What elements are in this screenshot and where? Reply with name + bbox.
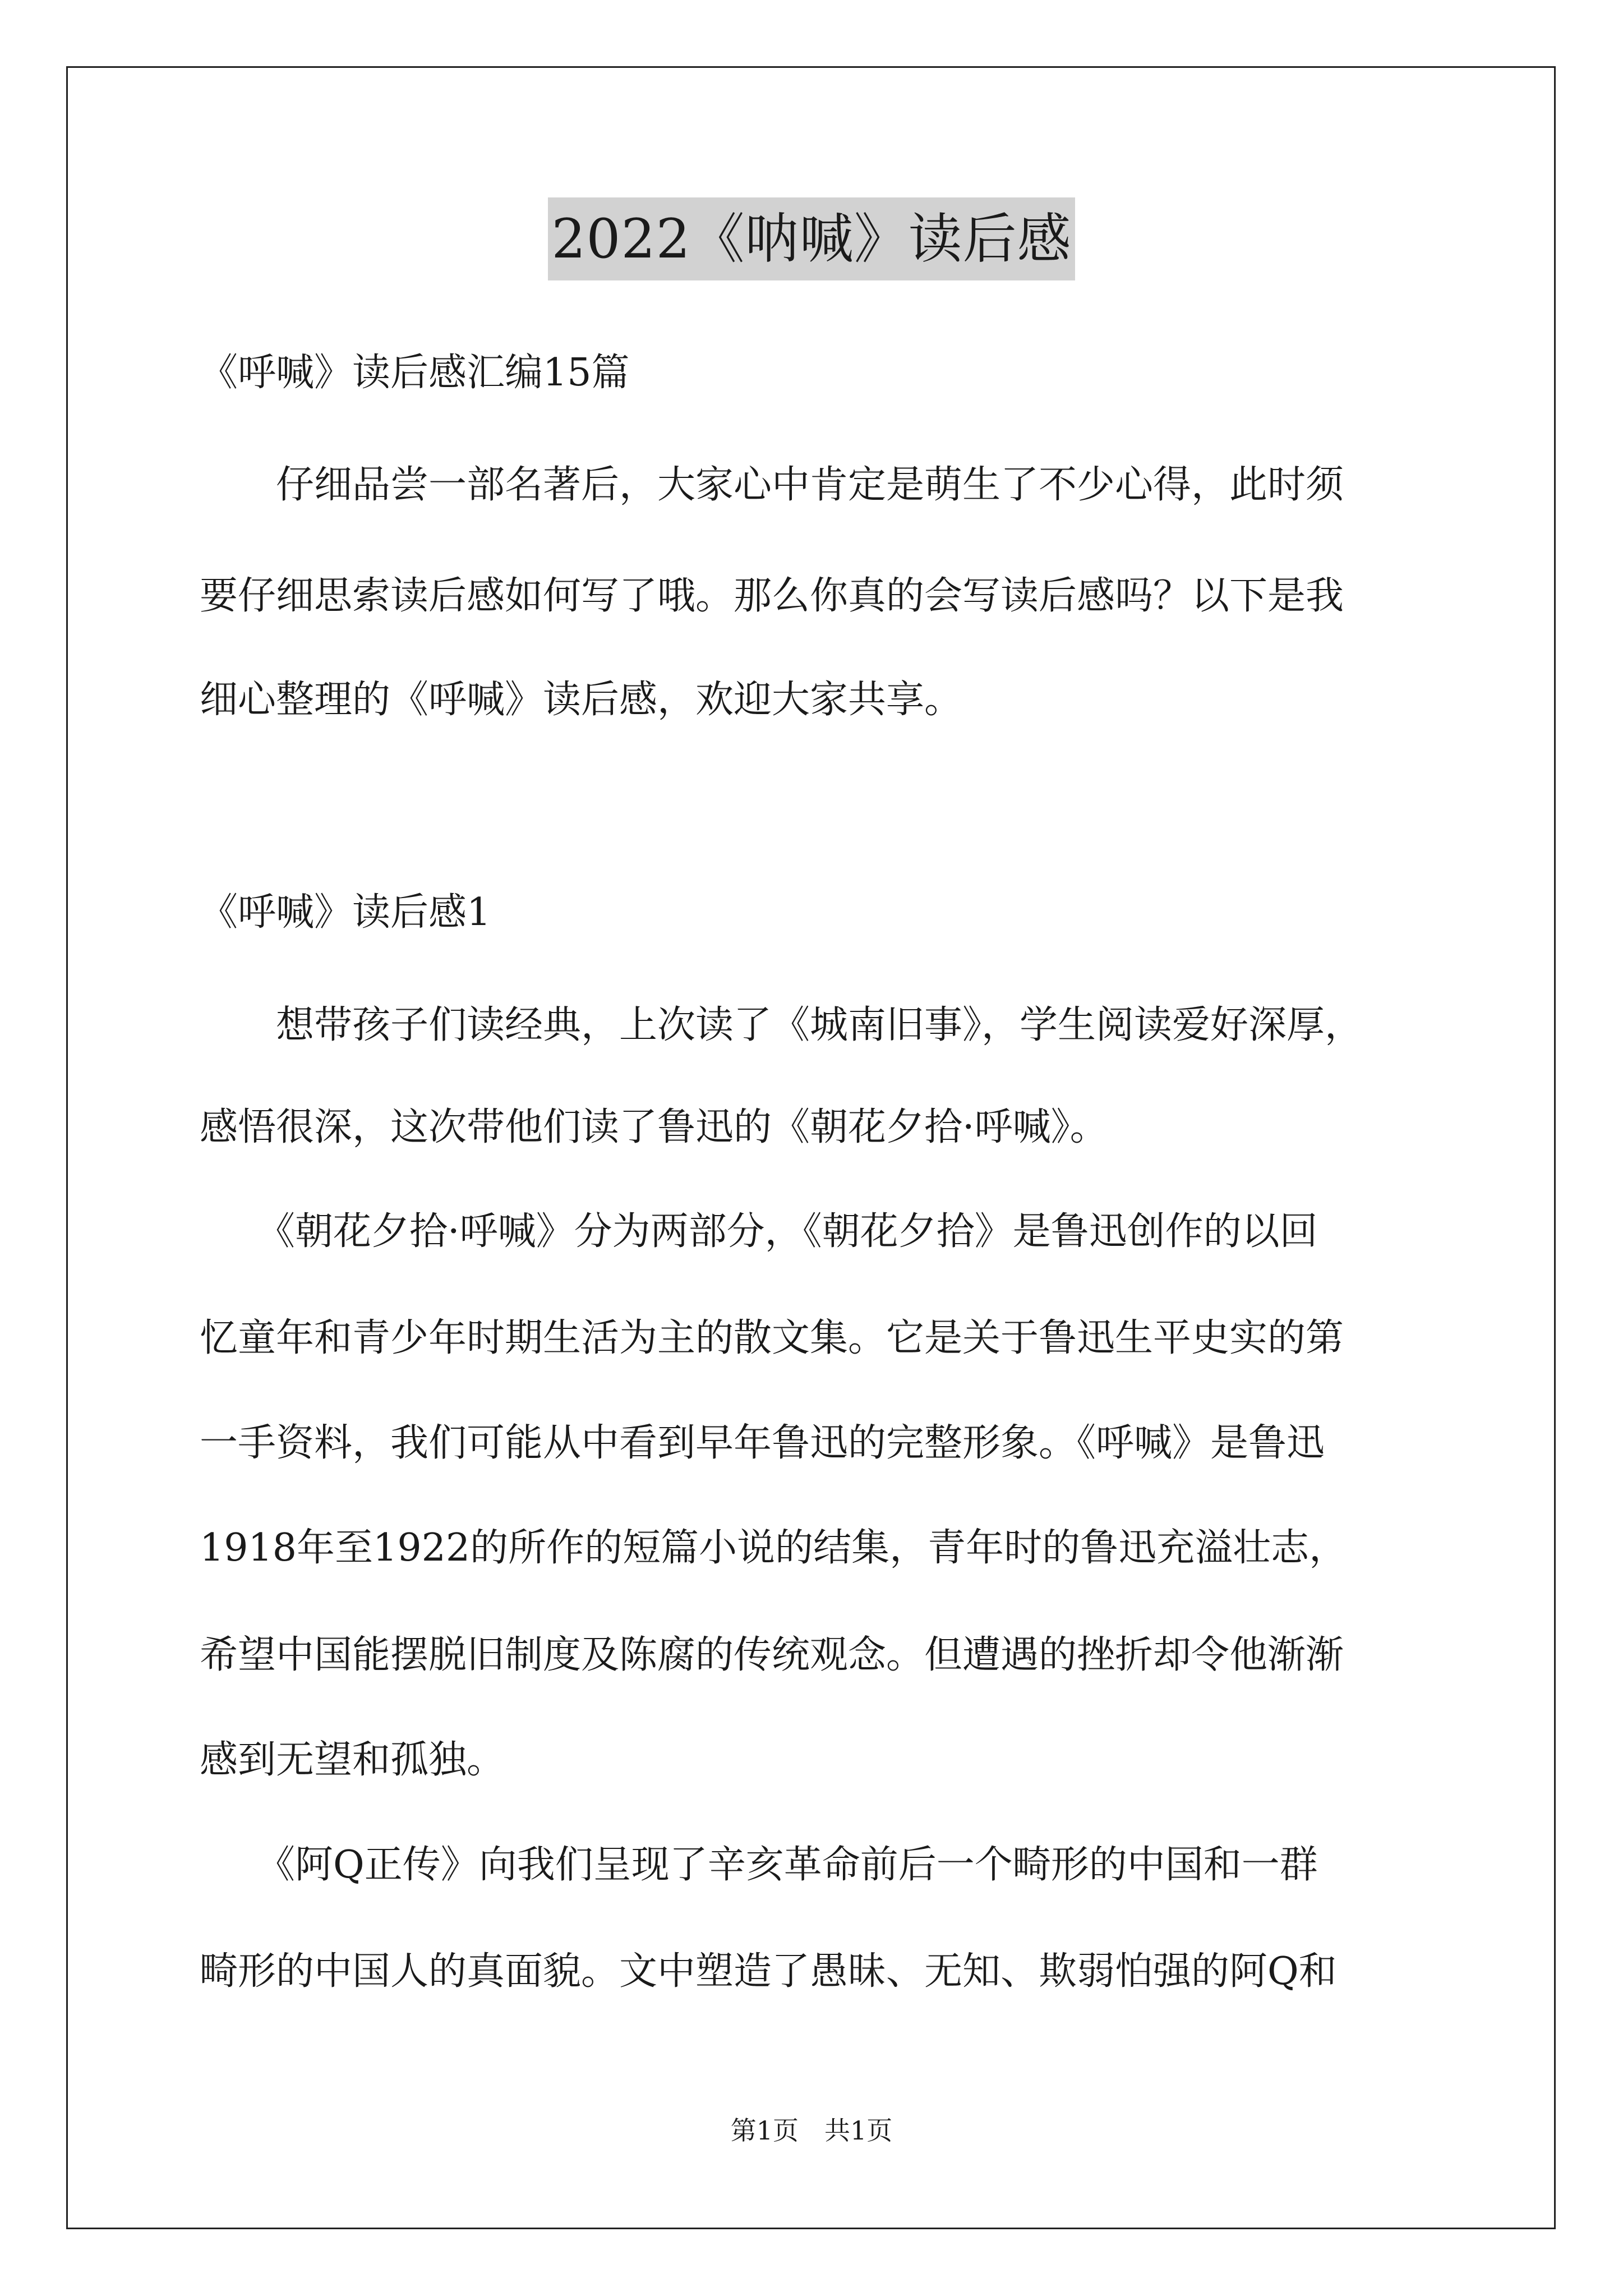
title-wrapper: [0, 197, 1623, 280]
text-line: 《阿Q正传》向我们呈现了辛亥革命前后一个畸形的中国和一群: [200, 1843, 1318, 1887]
text-line: 畸形的中国人的真面貌。文中塑造了愚昧、无知、欺弱怕强的阿Q和: [200, 1949, 1337, 1994]
text-line: 1918年至1922的所作的短篇小说的结集，青年时的鲁迅充溢壮志，: [200, 1526, 1348, 1570]
text-line: 一手资料，我们可能从中看到早年鲁迅的完整形象。《呼喊》是鲁迅: [200, 1421, 1325, 1465]
page-footer: 第1页 共1页: [730, 2115, 893, 2146]
text-line: 忆童年和青少年时期生活为主的散文集。它是关于鲁迅生平史实的第: [200, 1316, 1344, 1360]
document-title: 2022《呐喊》读后感: [548, 197, 1075, 280]
text-line: 仔细品尝一部名著后，大家心中肯定是萌生了不少心得，此时须: [200, 463, 1344, 507]
text-line: 希望中国能摆脱旧制度及陈腐的传统观念。但遭遇的挫折却令他渐渐: [200, 1633, 1344, 1677]
subtitle: 《呼喊》读后感汇编15篇: [200, 351, 630, 395]
text-line: 细心整理的《呼喊》读后感，欢迎大家共享。: [200, 678, 963, 722]
text-line: 要仔细思索读后感如何写了哦。那么你真的会写读后感吗？以下是我: [200, 574, 1344, 618]
text-line: 想带孩子们读经典，上次读了《城南旧事》，学生阅读爱好深厚，: [200, 1003, 1363, 1047]
text-line: 感到无望和孤独。: [200, 1738, 505, 1782]
section-heading: 《呼喊》读后感1: [200, 890, 491, 935]
text-line: 感悟很深，这次带他们读了鲁迅的《朝花夕拾·呼喊》。: [200, 1105, 1108, 1149]
text-line: 《朝花夕拾·呼喊》分为两部分，《朝花夕拾》是鲁迅创作的以回: [200, 1209, 1318, 1254]
